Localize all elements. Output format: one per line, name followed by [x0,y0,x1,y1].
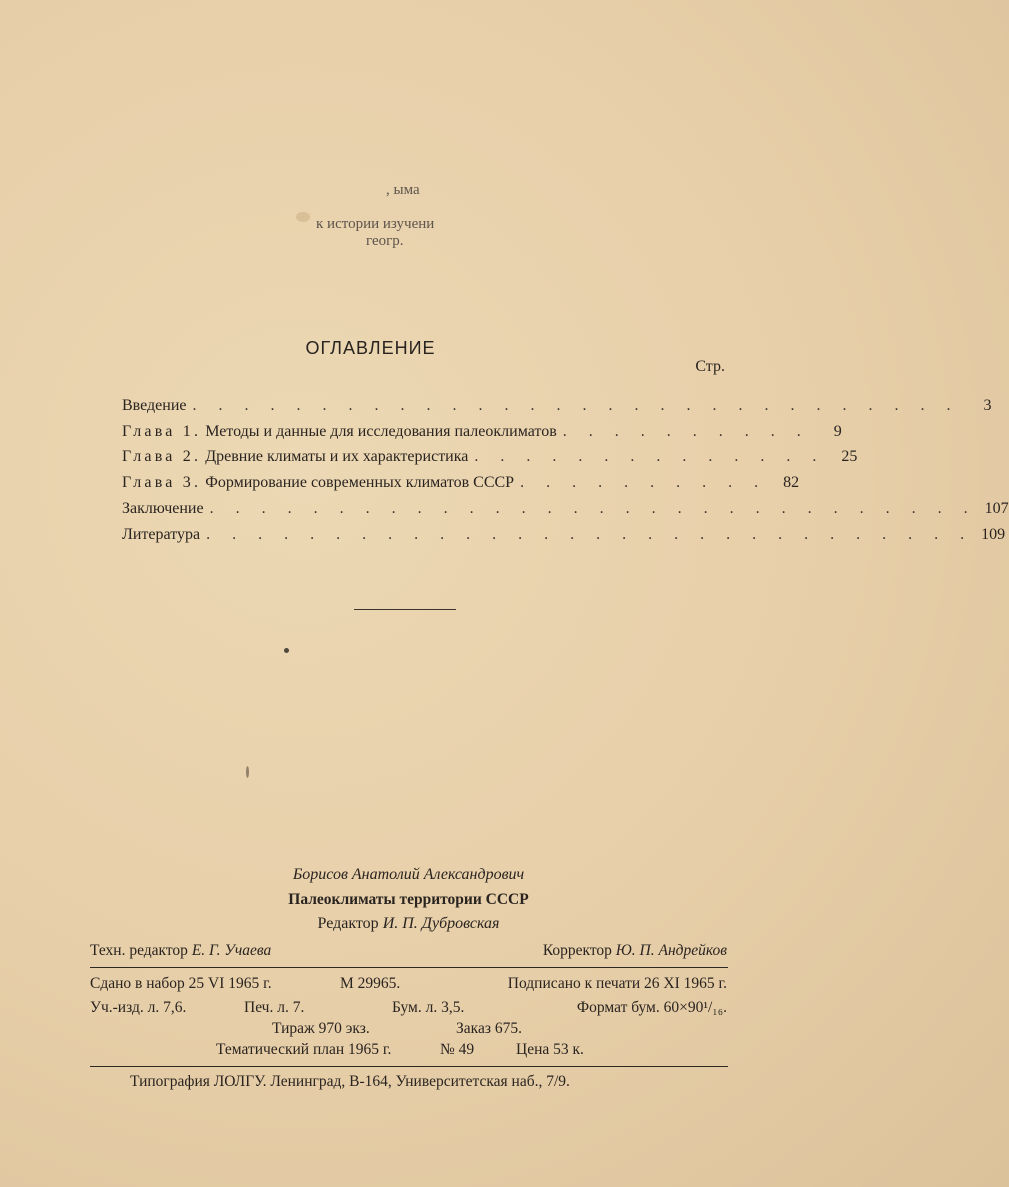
toc-entry [122,526,1006,550]
divider-short [354,609,456,610]
toc-entry-page: 109 [981,526,1006,543]
paper-format: Формат бум. 60×90¹/₁₆. [576,999,727,1016]
price: Цена 53 к. [516,1041,584,1058]
toc-leader-dots: . . . . . . . . . . . . . . . . . . . . . . . . . . . . . . [206,526,974,543]
toc-entry-prefix: Глава 1. [122,423,202,440]
toc-title: ОГЛАВЛЕНИЕ [305,338,436,358]
toc-entry-page: 82 [783,474,800,491]
print-sheets: Печ. л. 7. [244,999,305,1016]
toc-entry [122,448,858,472]
toc-leader-dots: . . . . . . . . . . . . . . . . . . . . . . . . . . . . . . [192,397,960,414]
toc-entry-page: 107 [984,500,1009,517]
editor-name: И. П. Дубровская [382,915,500,932]
faded-fragment-line-2: к истории изучени [316,216,435,232]
divider-full [90,967,728,968]
stain-spot [296,212,310,222]
book-title: Палеоклиматы территории СССР [288,891,529,908]
toc-entry-prefix: Глава 3. [122,474,202,491]
toc-entry-label: Формирование современных климатов СССР [205,474,515,491]
tech-editor-label: Техн. редактор [90,942,188,959]
toc-entry-label: Заключение [122,500,204,517]
toc-entry-page: 3 [983,397,992,414]
editor-line [38,915,779,933]
toc-leader-dots: . . . . . . . . . . [562,423,810,440]
typeset-date: Сдано в набор 25 VI 1965 г. [90,975,272,992]
toc-page-column-header: Стр. [695,358,725,375]
toc-entry [122,423,842,447]
stain-spot [284,648,289,653]
toc-entry-label: Методы и данные для исследования палеоклиматов [205,423,557,440]
corrector-label: Корректор [542,942,612,959]
toc-entry [122,397,992,421]
toc-entry-label: Литература [122,526,201,543]
editor-label: Редактор [317,915,379,932]
faded-fragment-line-3: геогр. [366,233,404,249]
pub-sheets: Уч.-изд. л. 7,6. [90,999,187,1016]
toc-leader-dots: . . . . . . . . . . . . . . [474,448,826,465]
toc-entry [122,500,1009,524]
toc-leader-dots: . . . . . . . . . . . . . . . . . . . . . . . . . . . . . . [209,500,977,517]
order-number: Заказ 675. [456,1020,522,1037]
toc-entry [122,474,800,498]
stain-spot [246,766,249,778]
signed-date: Подписано к печати 26 XI 1965 г. [507,975,727,992]
corrector-line [543,942,727,960]
thematic-plan: Тематический план 1965 г. [216,1041,392,1058]
plan-number: № 49 [440,1041,475,1058]
faded-fragment-line-1: , ыма [386,182,420,198]
printer-address: Типография ЛОЛГУ. Ленинград, В-164, Университетская наб., 7/9. [130,1073,570,1090]
paper-sheets: Бум. л. 3,5. [392,999,465,1016]
divider-full [90,1066,728,1067]
toc-leader-dots: . . . . . . . . . . [520,474,768,491]
print-run: Тираж 970 экз. [272,1020,370,1037]
tech-editor-line [90,942,271,960]
author-name: Борисов Анатолий Александрович [292,866,525,883]
toc-entry-label: Введение [122,397,187,414]
toc-entry-prefix: Глава 2. [122,448,202,465]
toc-entry-label: Древние климаты и их характеристика [205,448,469,465]
tech-editor-name: Е. Г. Учаева [191,942,272,959]
corrector-name: Ю. П. Андрейков [615,942,727,959]
code-number: М 29965. [340,975,401,992]
toc-entry-page: 25 [841,448,858,465]
toc-entry-page: 9 [833,423,842,440]
